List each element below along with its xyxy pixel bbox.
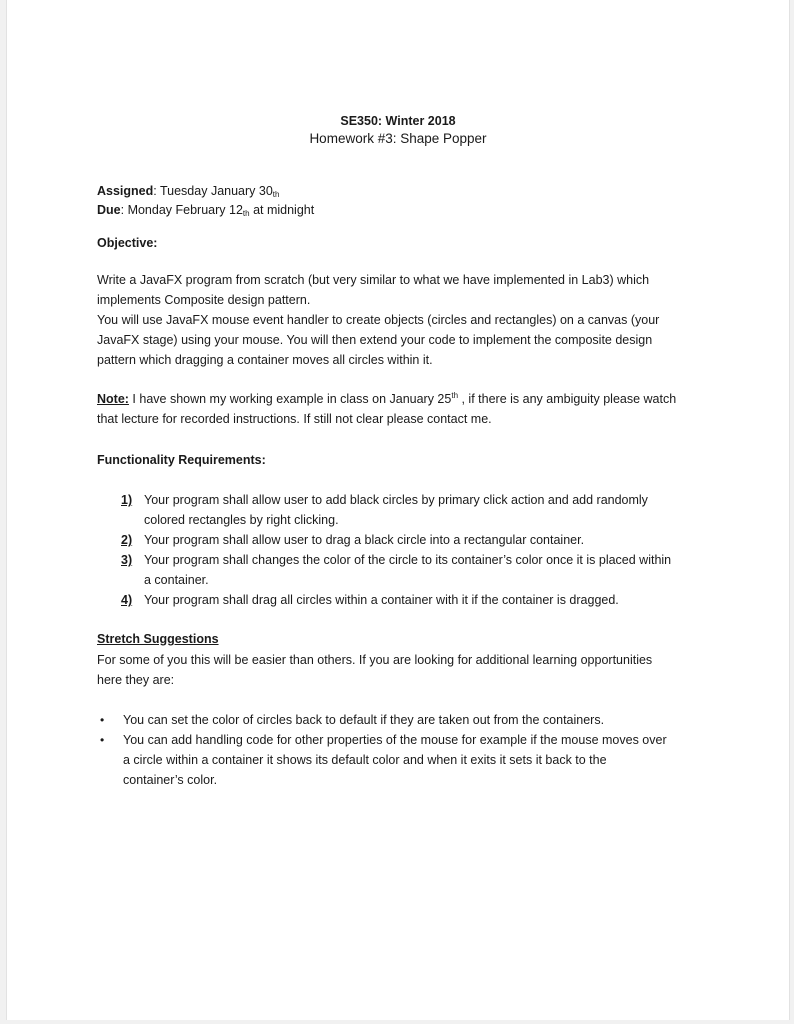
requirement-text: a container. xyxy=(144,573,209,587)
objective-line: You will use JavaFX mouse event handler to create objects (circles and rectangles) on a canvas (your xyxy=(97,313,660,327)
note-date-suffix: th xyxy=(451,391,459,400)
note-text: I have shown my working example in class on January 25 xyxy=(128,392,452,406)
bullet-text: container’s color. xyxy=(123,773,218,787)
assigned-date-suffix: th xyxy=(272,190,280,199)
objective-line: implements Composite design pattern. xyxy=(97,293,311,307)
stretch-intro: here they are: xyxy=(97,673,175,687)
requirement-number: 3) xyxy=(121,553,133,567)
bullet-text: You can add handling code for other properties of the mouse for example if the mouse moves over xyxy=(123,733,667,747)
bullet-icon: • xyxy=(100,713,105,727)
bullet-text: You can set the color of circles back to default if they are taken out from the containers. xyxy=(123,713,605,727)
assigned-date: : Tuesday January 30 xyxy=(153,184,273,198)
homework-title: Homework #3: Shape Popper xyxy=(309,131,487,146)
requirement-text: Your program shall allow user to drag a black circle into a rectangular container. xyxy=(144,533,585,547)
note-text-cont: , if there is any ambiguity please watch xyxy=(458,392,677,406)
bullet-icon: • xyxy=(100,733,105,747)
stretch-intro: For some of you this will be easier than others. If you are looking for additional learning opportunities xyxy=(97,653,653,667)
objective-line: JavaFX stage) using your mouse. You will then extend your code to implement the composite design xyxy=(97,333,653,347)
stretch-heading: Stretch Suggestions xyxy=(97,632,219,646)
objective-line: pattern which dragging a container moves all circles within it. xyxy=(97,353,433,367)
note-label: Note: xyxy=(97,392,129,406)
requirement-text: Your program shall allow user to add black circles by primary click action and add randomly xyxy=(144,493,648,507)
due-time: at midnight xyxy=(249,203,315,217)
requirements-heading: Functionality Requirements: xyxy=(97,453,266,467)
due-date-suffix: th xyxy=(242,209,250,218)
requirement-number: 4) xyxy=(121,593,133,607)
bullet-text: a circle within a container it shows its default color and when it exits it sets it back to the xyxy=(123,753,607,767)
requirement-text: Your program shall drag all circles within a container with it if the container is dragged. xyxy=(144,593,619,607)
due-line xyxy=(97,200,314,224)
requirement-number: 1) xyxy=(121,493,133,507)
requirement-number: 2) xyxy=(121,533,133,547)
due-label: Due xyxy=(97,203,121,217)
requirement-text: colored rectangles by right clicking. xyxy=(144,513,339,527)
note-line-2: that lecture for recorded instructions. If still not clear please contact me. xyxy=(97,412,492,426)
objective-line: Write a JavaFX program from scratch (but very similar to what we have implemented in Lab3) which xyxy=(97,273,650,287)
note-line xyxy=(97,389,676,409)
requirement-text: Your program shall changes the color of the circle to its container’s color once it is placed within xyxy=(144,553,672,567)
objective-heading: Objective: xyxy=(97,236,158,250)
document-page xyxy=(6,0,790,1020)
due-date: : Monday February 12 xyxy=(120,203,243,217)
assigned-label: Assigned xyxy=(97,184,154,198)
course-title: SE350: Winter 2018 xyxy=(340,114,456,128)
